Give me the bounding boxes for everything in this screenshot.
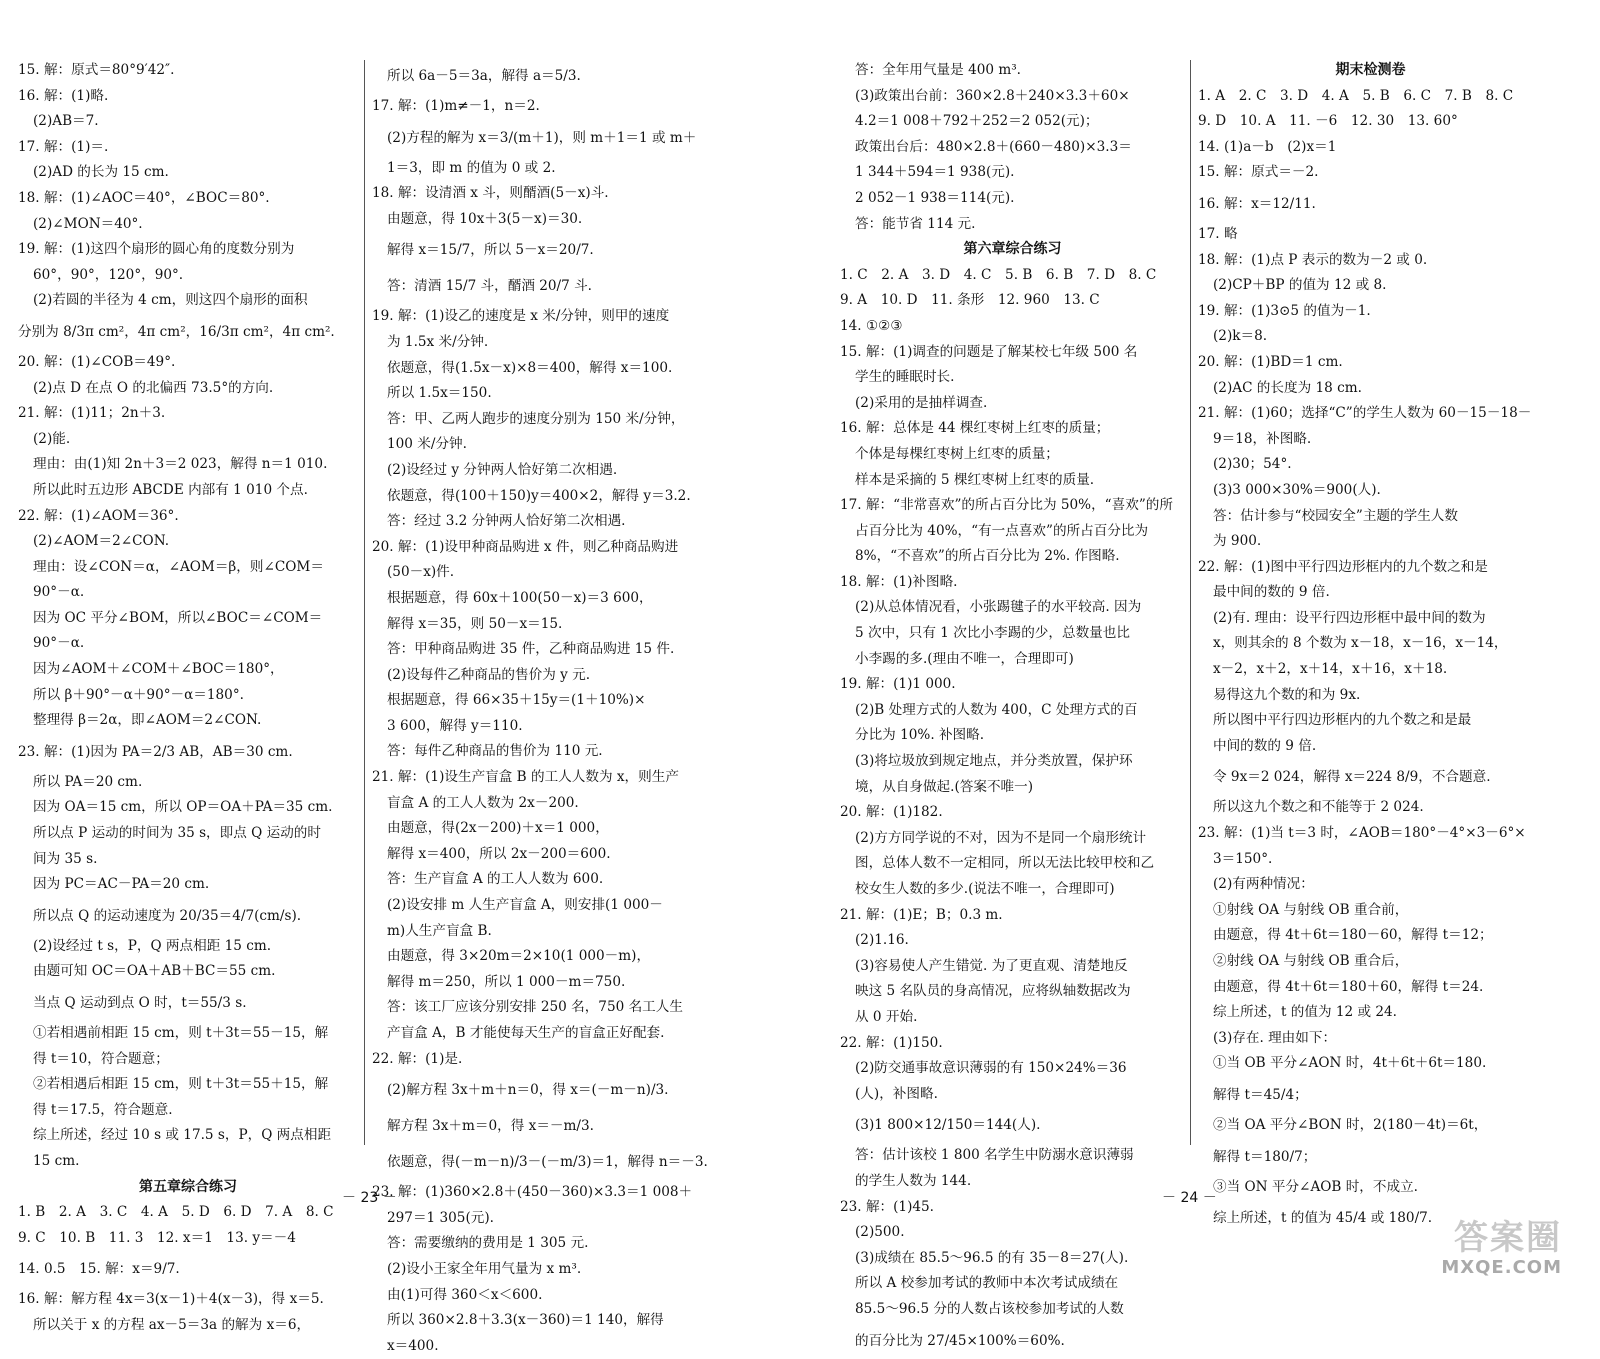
answer-line: 19. 解：(1)1 000. <box>840 676 956 693</box>
answer-line: 22. 解：(1)图中平行四边形框内的九个数之和是 <box>1198 558 1488 575</box>
answer-line: (2)30；54°. <box>1213 456 1292 473</box>
answer-line: 答：甲种商品购进 35 件，乙种商品购进 15 件. <box>387 641 675 658</box>
answer-line: 分别为 8/3π cm²，4π cm²，16/3π cm²，4π cm². <box>18 323 335 340</box>
answer-line: 1. B 2. A 3. C 4. A 5. D 6. D 7. A 8. C <box>18 1204 334 1221</box>
answer-line: (2)∠AOM＝2∠CON. <box>33 533 170 550</box>
answer-line: (3)3 000×30%＝900(人). <box>1213 481 1381 498</box>
answer-line: 综上所述，经过 10 s 或 17.5 s，P，Q 两点相距 <box>33 1127 332 1144</box>
answer-line: ②当 OA 平分∠BON 时，2(180－4t)＝6t， <box>1213 1116 1488 1133</box>
answer-line: 23. 解：(1)360×2.8＋(450－360)×3.3＝1 008＋ <box>372 1184 693 1201</box>
answer-line: (2)能. <box>33 430 71 447</box>
answer-line: 297＝1 305(元). <box>387 1209 494 1226</box>
answer-line: 5 次中，只有 1 次比小李踢的少，总数量也比 <box>855 625 1130 642</box>
answer-line: 8%，“不喜欢”的所占百分比为 2%. 作图略. <box>855 548 1120 565</box>
answer-line: 所以 6a－5＝3a，解得 a＝5/3. <box>387 68 581 84</box>
answer-line: x，则其余的 8 个数为 x－18，x－16，x－14， <box>1213 635 1508 652</box>
answer-line: (3)存在. 理由如下： <box>1213 1029 1337 1046</box>
answer-line: 政策出台后：480×2.8＋(660－480)×3.3＝ <box>855 138 1132 155</box>
answer-line: 由题意，得 4t＋6t＝180－60，解得 t＝12； <box>1213 927 1493 944</box>
answer-line: (2)若圆的半径为 4 cm，则这四个扇形的面积 <box>33 292 308 309</box>
answer-line: 9＝18，补图略. <box>1213 430 1312 447</box>
answer-line: 小李踢的多.(理由不唯一，合理即可) <box>855 650 1074 667</box>
answer-line: (2)设经过 y 分钟两人恰好第二次相遇. <box>387 461 618 478</box>
answer-line: (2)AB＝7. <box>33 113 99 130</box>
answer-line: (2)有两种情况： <box>1213 876 1314 893</box>
answer-line: 境，从自身做起.(答案不唯一) <box>855 778 1034 795</box>
answer-line: 22. 解：(1)∠AOM＝36°. <box>18 507 179 524</box>
answer-line: 的百分比为 27/45×100%＝60%. <box>855 1332 1065 1349</box>
answer-line: 答：甲、乙两人跑步的速度分别为 150 米/分钟， <box>387 410 685 427</box>
answer-line: 学生的睡眠时长. <box>855 369 955 386</box>
watermark-big-text: 答案圈 <box>1454 1218 1562 1258</box>
answer-line: 答：需要缴纳的费用是 1 305 元. <box>387 1235 589 1252</box>
answer-line: 由(1)可得 360＜x＜600. <box>387 1286 543 1303</box>
answer-line: ②射线 OA 与射线 OB 重合后， <box>1213 953 1409 969</box>
answer-line: 答：该工厂应该分别安排 250 名，750 名工人生 <box>387 999 683 1016</box>
answer-line: 映这 5 名队员的身高情况，应将纵轴数据改为 <box>855 983 1131 1000</box>
answer-line: 得 t＝17.5，符合题意. <box>33 1101 173 1118</box>
answer-line: 1. A 2. C 3. D 4. A 5. B 6. C 7. B 8. C <box>1198 87 1514 104</box>
answer-line: 所以此时五边形 ABCDE 内部有 1 010 个点. <box>33 481 308 498</box>
answer-line: 所以点 P 运动的时间为 35 s，即点 Q 运动的时 <box>33 825 321 842</box>
answer-line: 整理得 β＝2α，即∠AOM＝2∠CON. <box>33 712 262 729</box>
answer-line: 分比为 10%. 补图略. <box>855 727 985 744</box>
answer-line: 14. ①②③ <box>840 317 903 334</box>
answer-line: 得 t＝10，符合题意； <box>33 1050 169 1067</box>
answer-line: 个体是每棵红枣树上红枣的质量； <box>855 445 1059 462</box>
answer-line: 90°－α. <box>33 635 85 652</box>
answer-line: 综上所述，t 的值为 12 或 24. <box>1213 1004 1398 1021</box>
answer-line: 综上所述，t 的值为 45/4 或 180/7. <box>1213 1210 1433 1227</box>
answer-line: ②若相遇后相距 15 cm，则 t＋3t＝55＋15，解 <box>33 1076 329 1093</box>
answer-line: (2)500. <box>855 1224 905 1241</box>
answer-line: 16. 解：总体是 44 棵红枣树上红枣的质量； <box>840 420 1110 437</box>
answer-line: ③当 ON 平分∠AOB 时，不成立. <box>1213 1178 1419 1195</box>
answer-line: 20. 解：(1)182. <box>840 804 943 821</box>
answer-line: 所以 PA＝20 cm. <box>33 773 143 790</box>
answer-line: 1. C 2. A 3. D 4. C 5. B 6. B 7. D 8. C <box>840 266 1157 283</box>
answer-line: 21. 解：(1)E；B；0.3 m. <box>840 906 1003 923</box>
answer-line: 17. 略 <box>1198 225 1238 242</box>
answer-line: (3)将垃圾放到规定地点，并分类放置，保护环 <box>855 753 1133 770</box>
answer-line: 18. 解：(1)点 P 表示的数为－2 或 0. <box>1198 251 1428 268</box>
answer-line: 15 cm. <box>33 1152 80 1169</box>
section-heading: 期末检测卷 <box>1335 62 1406 78</box>
answer-line: (2)设安排 m 人生产盲盒 A，则安排(1 000－ <box>387 897 663 914</box>
answer-line: 18. 解：(1)补图略. <box>840 573 958 590</box>
answer-line: 90°－α. <box>33 584 85 601</box>
answer-line: 间为 35 s. <box>33 850 98 867</box>
answer-line: 答：清酒 15/7 斗，醑酒 20/7 斗. <box>387 278 593 295</box>
answer-line: 16. 解：x＝12/11. <box>1198 195 1316 212</box>
answer-line: ①若相遇前相距 15 cm，则 t＋3t＝55－15，解 <box>33 1025 329 1041</box>
answer-line: 根据题意，得 60x＋100(50－x)＝3 600， <box>387 589 653 606</box>
answer-line: 样本是采摘的 5 棵红枣树上红枣的质量. <box>855 471 1095 488</box>
answer-line: 答：生产盲盒 A 的工人人数为 600. <box>387 871 604 888</box>
answer-line: (2)方程的解为 x＝3/(m＋1)，则 m＋1＝1 或 m＋ <box>387 129 697 146</box>
answer-line: (2)点 D 在点 O 的北偏西 73.5°的方向. <box>33 379 274 396</box>
answer-line: 17. 解：(1)m≠－1，n＝2. <box>372 98 540 114</box>
answer-line: 20. 解：(1)BD＝1 cm. <box>1198 353 1343 370</box>
answer-line: 答：每件乙种商品的售价为 110 元. <box>387 743 603 760</box>
answer-line: (3)容易使人产生错觉. 为了更直观、清楚地反 <box>855 957 1128 974</box>
answer-line: 答：经过 3.2 分钟两人恰好第二次相遇. <box>387 513 626 530</box>
answer-line: 1＝3，即 m 的值为 0 或 2. <box>387 159 556 176</box>
answer-line: 解得 x＝15/7，所以 5－x＝20/7. <box>387 242 594 259</box>
answer-line: 21. 解：(1)设生产盲盒 B 的工人人数为 x，则生产 <box>372 769 679 786</box>
answer-line: 所以 β＋90°－α＋90°－α＝180°. <box>33 686 244 703</box>
answer-line: 23. 解：(1)45. <box>840 1198 935 1215</box>
answer-line: 3 600，解得 y＝110. <box>387 717 523 734</box>
answer-line: 由题意，得 10x＋3(5－x)＝30. <box>387 210 583 227</box>
answer-line: (2)AC 的长度为 18 cm. <box>1213 379 1362 396</box>
answer-line: 由题意，得 3×20m＝2×10(1 000－m)， <box>387 948 651 965</box>
answer-line: 20. 解：(1)设甲种商品购进 x 件，则乙种商品购进 <box>372 538 679 555</box>
answer-line: (2)k＝8. <box>1213 328 1268 345</box>
watermark-logo <box>1412 1210 1562 1278</box>
answer-line: 15. 解：原式＝80°9′42″. <box>18 62 175 78</box>
answer-line: 14. 0.5 15. 解：x＝9/7. <box>18 1261 180 1278</box>
answer-line: 9. C 10. B 11. 3 12. x＝1 13. y＝－4 <box>18 1229 296 1246</box>
answer-line: (2)B 处理方式的人数为 400，C 处理方式的百 <box>855 701 1138 718</box>
answer-line: 17. 解：(1)＝. <box>18 138 109 155</box>
answer-line: (2)采用的是抽样调查. <box>855 394 988 411</box>
answer-line: 3＝150°. <box>1213 850 1273 867</box>
column-1 <box>18 58 358 1339</box>
answer-line: ①射线 OA 与射线 OB 重合前， <box>1213 901 1409 918</box>
answer-line: (人)，补图略. <box>855 1085 938 1102</box>
answer-line: 19. 解：(1)3⊙5 的值为－1. <box>1198 302 1371 319</box>
answer-line: 85.5～96.5 分的人数占该校参加考试的人数 <box>855 1300 1124 1317</box>
answer-line: 图，总体人数不一定相同，所以无法比较甲校和乙 <box>855 855 1155 872</box>
answer-line: 16. 解：解方程 4x＝3(x－1)＋4(x－3)，得 x＝5. <box>18 1291 324 1308</box>
answer-line: (2)设经过 t s，P，Q 两点相距 15 cm. <box>33 937 272 954</box>
answer-line: 14. (1)a－b (2)x＝1 <box>1198 138 1337 155</box>
answer-line: 18. 解：(1)∠AOC＝40°，∠BOC＝80°. <box>18 189 270 206</box>
answer-line: 校女生人数的多少.(说法不唯一，合理即可) <box>855 881 1115 897</box>
answer-line: 根据题意，得 66×35＋15y＝(1＋10%)× <box>387 692 646 709</box>
column-2 <box>372 58 717 1359</box>
answer-line: (2)CP＋BP 的值为 12 或 8. <box>1213 277 1387 294</box>
answer-line: 22. 解：(1)150. <box>840 1034 943 1051</box>
answer-line: ①当 OB 平分∠AON 时，4t＋6t＋6t＝180. <box>1213 1055 1487 1072</box>
answer-line: 2 052－1 938＝114(元). <box>855 189 1015 206</box>
answer-line: 22. 解：(1)是. <box>372 1050 463 1067</box>
answer-line: 21. 解：(1)11；2n＋3. <box>18 405 166 422</box>
answer-line: 答：估计该校 1 800 名学生中防溺水意识薄弱 <box>855 1147 1134 1164</box>
answer-line: (2)从总体情况看，小张踢毽子的水平较高. 因为 <box>855 599 1142 616</box>
answer-line: 18. 解：设清酒 x 斗，则醑酒(5－x)斗. <box>372 185 609 202</box>
answer-line: 依题意，得(－m－n)/3－(－m/3)＝1，解得 n＝－3. <box>387 1154 708 1171</box>
answer-line: 解得 t＝45/4； <box>1213 1086 1308 1103</box>
answer-line: (50－x)件. <box>387 564 455 581</box>
answer-line: 答：能节省 114 元. <box>855 215 976 232</box>
answer-line: x－2，x＋2，x＋14，x＋16，x＋18. <box>1213 661 1448 678</box>
column-3 <box>840 58 1185 1359</box>
answer-line: 解得 t＝180/7； <box>1213 1148 1317 1165</box>
answer-line: 因为 OC 平分∠BOM，所以∠BOC＝∠COM＝ <box>33 609 323 626</box>
answer-line: (2)∠MON＝40°. <box>33 215 143 232</box>
answer-line: 当点 Q 运动到点 O 时，t＝55/3 s. <box>33 995 247 1011</box>
answer-line: (2)有. 理由：设平行四边形框中最中间的数为 <box>1213 609 1486 626</box>
answer-line: 由题可知 OC＝OA＋AB＋BC＝55 cm. <box>33 963 276 980</box>
answer-line: (2)设小王家全年用气量为 x m³. <box>387 1260 582 1277</box>
answer-line: (2)防交通事故意识薄弱的有 150×24%＝36 <box>855 1060 1127 1077</box>
answer-line: 21. 解：(1)60；选择“C”的学生人数为 60－15－18－ <box>1198 405 1532 422</box>
answer-line: 23. 解：(1)因为 PA＝2/3 AB，AB＝30 cm. <box>18 743 293 760</box>
answer-line: 产盲盒 A，B 才能使每天生产的盲盒正好配套. <box>387 1025 665 1041</box>
answer-line: 所以点 Q 的运动速度为 20/35＝4/7(cm/s). <box>33 907 302 924</box>
column-divider <box>364 60 365 1145</box>
answer-line: 所以 360×2.8＋3.3(x－360)＝1 140，解得 <box>387 1312 664 1329</box>
answer-line: 理由：设∠CON＝α，∠AOM＝β，则∠COM＝ <box>33 558 324 575</box>
answer-line: 占百分比为 40%，“有一点喜欢”的所占百分比为 <box>855 522 1149 539</box>
answer-line: 所以关于 x 的方程 ax－5＝3a 的解为 x＝6， <box>33 1316 311 1333</box>
section-heading: 第五章综合练习 <box>139 1178 237 1195</box>
answer-line: 的学生人数为 144. <box>855 1172 972 1189</box>
answer-line: m)人生产盲盒 B. <box>387 922 492 939</box>
page-number-right: － 24 － <box>1162 1190 1217 1206</box>
answer-line: 为 1.5x 米/分钟. <box>387 333 489 350</box>
answer-line: x＝400. <box>387 1337 439 1354</box>
answer-line: 理由：由(1)知 2n＋3＝2 023，解得 n＝1 010. <box>33 456 328 473</box>
answer-line: 从 0 开始. <box>855 1008 918 1025</box>
answer-line: 15. 解：(1)调查的问题是了解某校七年级 500 名 <box>840 343 1138 360</box>
answer-line: 因为∠AOM＋∠COM＋∠BOC＝180°， <box>33 661 284 678</box>
answer-line: 解得 m＝250，所以 1 000－m＝750. <box>387 973 626 990</box>
answer-line: 100 米/分钟. <box>387 436 467 453</box>
answer-line: 易得这九个数的和为 9x. <box>1213 686 1361 703</box>
answer-line: 答：全年用气量是 400 m³. <box>855 62 1021 78</box>
answer-line: 23. 解：(1)当 t＝3 时，∠AOB＝180°－4°×3－6°× <box>1198 825 1526 842</box>
answer-line: 1 344＋594＝1 938(元). <box>855 164 1015 181</box>
answer-line: 所以 A 校参加考试的教师中本次考试成绩在 <box>855 1275 1119 1292</box>
answer-line: 依题意，得(100＋150)y＝400×2，解得 y＝3.2. <box>387 487 691 504</box>
answer-line: 因为 PC＝AC－PA＝20 cm. <box>33 876 210 893</box>
answer-line: (2)方方同学说的不对，因为不是同一个扇形统计 <box>855 829 1147 846</box>
answer-line: 答：估计参与“校园安全”主题的学生人数 <box>1213 507 1458 524</box>
column-divider <box>1190 60 1191 1145</box>
answer-line: 15. 解：原式＝－2. <box>1198 164 1319 181</box>
watermark-url: MXQE.COM <box>1441 1257 1562 1278</box>
answer-line: (2)设每件乙种商品的售价为 y 元. <box>387 666 591 683</box>
answer-line: 由题意，得(2x－200)＋x＝1 000， <box>387 820 609 837</box>
column-4 <box>1198 58 1543 1236</box>
answer-line: 依题意，得(1.5x－x)×8＝400，解得 x＝100. <box>387 359 673 376</box>
answer-line: 20. 解：(1)∠COB＝49°. <box>18 353 176 370</box>
answer-line: 解得 x＝35，则 50－x＝15. <box>387 615 563 632</box>
answer-line: 由题意，得 4t＋6t＝180＋60，解得 t＝24. <box>1213 978 1484 995</box>
answer-line: 17. 解：“非常喜欢”的所占百分比为 50%，“喜欢”的所 <box>840 497 1173 514</box>
answer-line: 所以图中平行四边形框内的九个数之和是最 <box>1213 712 1472 729</box>
answer-line: 9. A 10. D 11. 条形 12. 960 13. C <box>840 292 1100 309</box>
answer-line: 解方程 3x＋m＝0，得 x＝－m/3. <box>387 1118 594 1135</box>
answer-line: 解得 x＝400，所以 2x－200＝600. <box>387 845 611 862</box>
answer-line: 所以这九个数之和不能等于 2 024. <box>1213 799 1424 816</box>
answer-line: 中间的数的 9 倍. <box>1213 737 1317 754</box>
answer-line: (3)成绩在 85.5～96.5 的有 35－8＝27(人). <box>855 1249 1129 1266</box>
answer-line: 最中间的数的 9 倍. <box>1213 584 1330 601</box>
answer-line: 令 9x＝2 024，解得 x＝224 8/9，不合题意. <box>1213 769 1491 786</box>
answer-line: 19. 解：(1)这四个扇形的圆心角的度数分别为 <box>18 241 295 258</box>
answer-line: 4.2＝1 008＋792＋252＝2 052(元)； <box>855 113 1099 130</box>
answer-line: (2)解方程 3x＋m＋n＝0，得 x＝(－m－n)/3. <box>387 1082 669 1099</box>
answer-line: 因为 OA＝15 cm，所以 OP＝OA＋PA＝35 cm. <box>33 799 333 816</box>
answer-line: (2)AD 的长为 15 cm. <box>33 164 169 181</box>
answer-line: 60°，90°，120°，90°. <box>33 266 184 283</box>
answer-line: 盲盒 A 的工人人数为 2x－200. <box>387 794 579 811</box>
answer-line: 19. 解：(1)设乙的速度是 x 米/分钟，则甲的速度 <box>372 308 670 325</box>
answer-line: 为 900. <box>1213 533 1262 550</box>
answer-line: 9. D 10. A 11. －6 12. 30 13. 60° <box>1198 113 1458 130</box>
answer-line: (2)1.16. <box>855 932 909 949</box>
answer-line: 所以 1.5x＝150. <box>387 385 492 402</box>
answer-line: 16. 解：(1)略. <box>18 87 109 104</box>
page-number-left: － 23 － <box>342 1190 397 1206</box>
answer-line: (3)1 800×12/150＝144(人). <box>855 1117 1041 1134</box>
section-heading: 第六章综合练习 <box>963 241 1062 258</box>
answer-line: (3)政策出台前：360×2.8＋240×3.3＋60× <box>855 87 1130 104</box>
